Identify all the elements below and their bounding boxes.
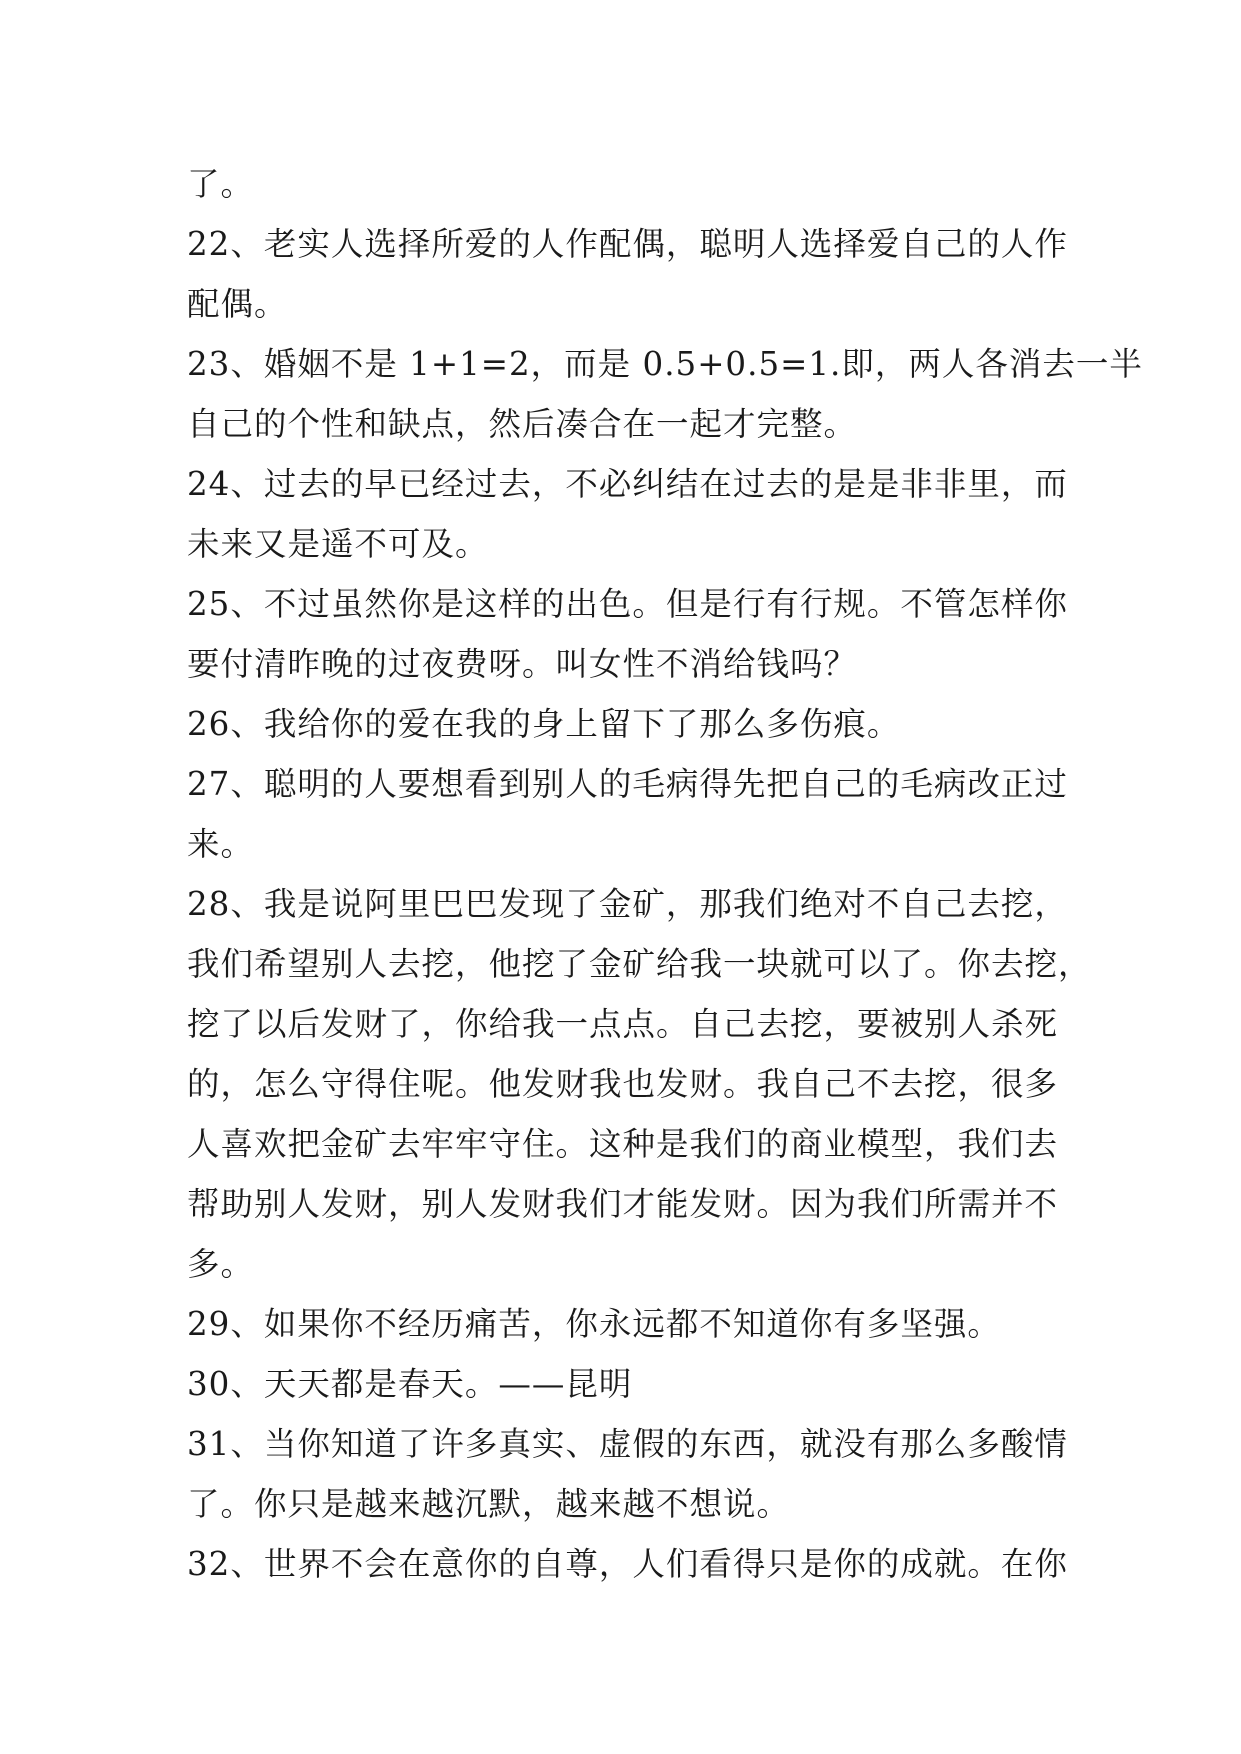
text-line: 30、天天都是春天。——昆明 xyxy=(187,1365,633,1403)
text-line: 要付清昨晚的过夜费呀。叫女性不消给钱吗？ xyxy=(187,645,858,683)
text-line: 32、世界不会在意你的自尊，人们看得只是你的成就。在你 xyxy=(187,1545,1068,1583)
text-line: 了。 xyxy=(187,165,255,203)
text-line: 帮助别人发财，别人发财我们才能发财。因为我们所需并不 xyxy=(187,1185,1059,1223)
text-line: 了。你只是越来越沉默，越来越不想说。 xyxy=(187,1485,791,1523)
document-body xyxy=(187,154,1143,1594)
text-line: 的，怎么守得住呢。他发财我也发财。我自己不去挖，很多 xyxy=(187,1065,1059,1103)
text-line: 24、过去的早已经过去，不必纠结在过去的是是非非里，而 xyxy=(187,465,1068,503)
text-line: 未来又是遥不可及。 xyxy=(187,525,489,563)
text-line: 29、如果你不经历痛苦，你永远都不知道你有多坚强。 xyxy=(187,1305,1001,1343)
text-line: 27、聪明的人要想看到别人的毛病得先把自己的毛病改正过 xyxy=(187,765,1068,803)
text-line: 28、我是说阿里巴巴发现了金矿，那我们绝对不自己去挖， xyxy=(187,885,1068,923)
text-line: 22、老实人选择所爱的人作配偶，聪明人选择爱自己的人作 xyxy=(187,225,1068,263)
text-line: 来。 xyxy=(187,825,255,863)
text-line: 25、不过虽然你是这样的出色。但是行有行规。不管怎样你 xyxy=(187,585,1068,623)
text-line: 自己的个性和缺点，然后凑合在一起才完整。 xyxy=(187,405,858,443)
text-line: 多。 xyxy=(187,1245,255,1283)
text-line: 31、当你知道了许多真实、虚假的东西，就没有那么多酸情 xyxy=(187,1425,1068,1463)
text-line: 人喜欢把金矿去牢牢守住。这种是我们的商业模型，我们去 xyxy=(187,1125,1059,1163)
text-line: 我们希望别人去挖，他挖了金矿给我一块就可以了。你去挖， xyxy=(187,945,1092,983)
text-line: 23、婚姻不是 1+1=2，而是 0.5+0.5=1.即，两人各消去一半 xyxy=(187,345,1143,383)
text-line: 26、我给你的爱在我的身上留下了那么多伤痕。 xyxy=(187,705,901,743)
text-line: 挖了以后发财了，你给我一点点。自己去挖，要被别人杀死 xyxy=(187,1005,1059,1043)
text-line: 配偶。 xyxy=(187,285,288,323)
